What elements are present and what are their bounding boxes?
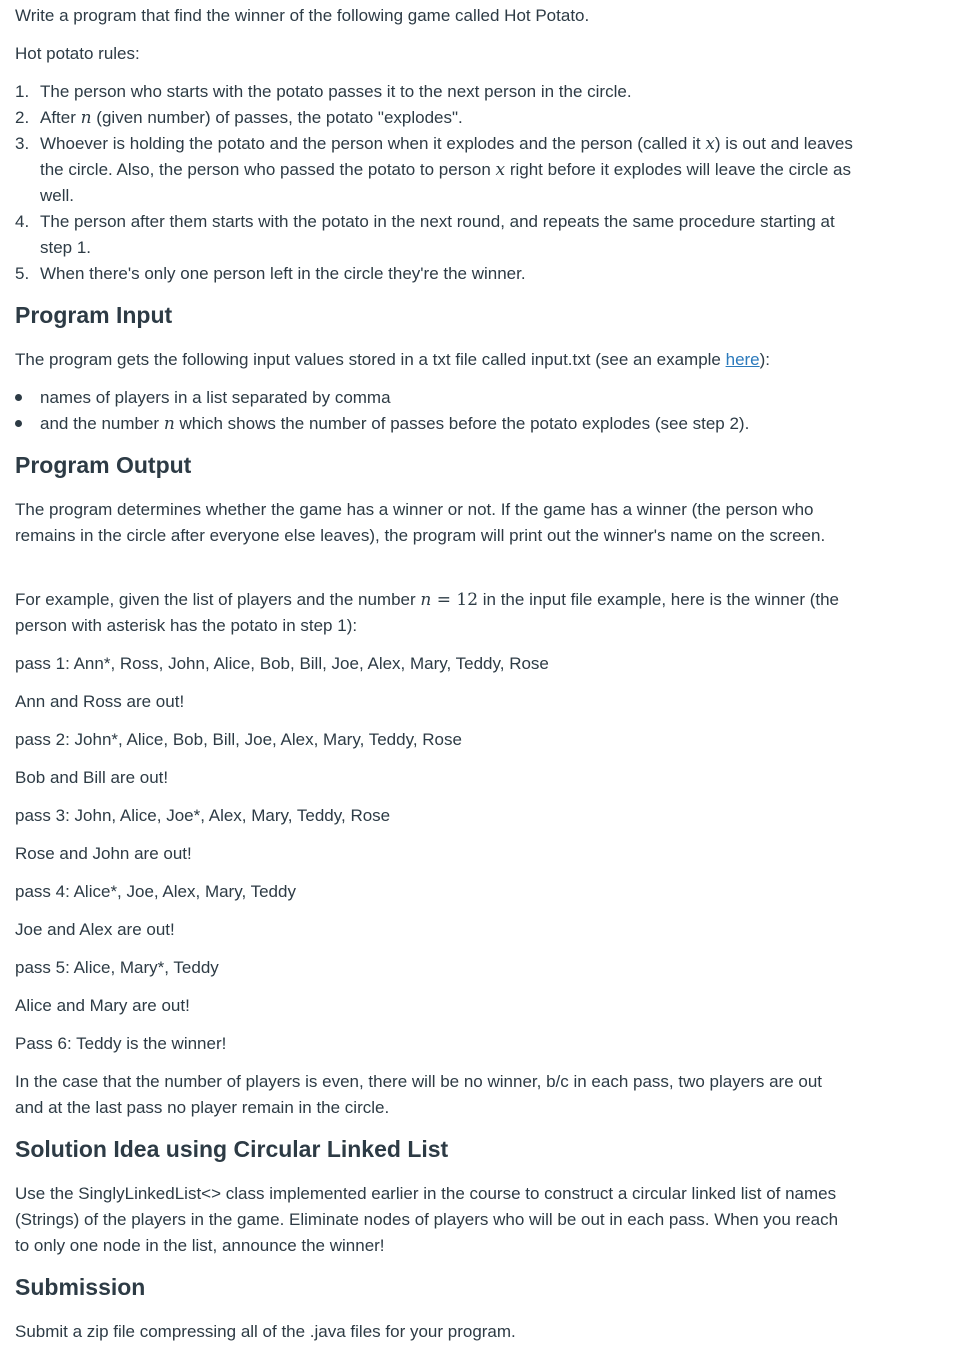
intro-text: Write a program that find the winner of the following game called Hot Potato. (15, 6, 590, 25)
bullet-icon (15, 394, 22, 401)
solution-heading: Solution Idea using Circular Linked List (15, 1136, 449, 1162)
math-equation: = 12 (431, 590, 479, 610)
rule-item: 1. The person who starts with the potato passes it to the next person in the circle. (15, 82, 632, 101)
program-output-heading: Program Output (15, 452, 192, 478)
pass-line: pass 3: John, Alice, Joe*, Alex, Mary, Teddy, Rose (15, 806, 391, 825)
output-description: The program determines whether the game has a winner or not. If the game has a winner (the person who remains in the circle after everyone else leaves), the program will print out the winner's name on the screen. (15, 500, 826, 545)
pass-line: pass 4: Alice*, Joe, Alex, Mary, Teddy (15, 882, 296, 901)
input-bullet-item: names of players in a list separated by comma (15, 385, 855, 411)
example-intro: For example, given the list of players and the number n = 12 in the input file example, here is the winner (the person with asterisk has the potato in step 1): (15, 590, 840, 635)
winner-line: Pass 6: Teddy is the winner! (15, 1034, 227, 1053)
math-variable: x (705, 134, 715, 154)
math-variable: n (80, 108, 92, 128)
pass-line: pass 5: Alice, Mary*, Teddy (15, 958, 219, 977)
rules-list (15, 79, 855, 287)
elimination-line: Alice and Mary are out! (15, 996, 190, 1015)
submission-text: Submit a zip file compressing all of the .java files for your program. (15, 1322, 516, 1341)
solution-text: Use the SinglyLinkedList<> class implemented earlier in the course to construct a circular linked list of names (Strings) of the players in the game. Eliminate nodes of players who will be out in each pass. When you reach to only one node in the list, announce the winner! (15, 1184, 839, 1255)
rule-item: 3. Whoever is holding the potato and the person when it explodes and the person (called it x) is out and leaves the circle. Also, the person who passed the potato to person x right before it explodes will leave the circle as well. (15, 134, 853, 205)
bullet-icon (15, 420, 22, 427)
input-bullet-item: and the number n which shows the number of passes before the potato explodes (see step 2). (15, 411, 855, 437)
rule-item: 5. When there's only one person left in the circle they're the winner. (15, 264, 526, 283)
program-input-heading: Program Input (15, 302, 173, 328)
elimination-line: Ann and Ross are out! (15, 692, 185, 711)
submission-heading: Submission (15, 1274, 146, 1300)
input-bullets (15, 385, 855, 437)
elimination-line: Bob and Bill are out! (15, 768, 169, 787)
rule-item: 4. The person after them starts with the potato in the next round, and repeats the same procedure starting at step 1. (15, 212, 835, 257)
pass-line: pass 2: John*, Alice, Bob, Bill, Joe, Alex, Mary, Teddy, Rose (15, 730, 462, 749)
elimination-line: Rose and John are out! (15, 844, 192, 863)
math-variable: x (495, 160, 506, 180)
rule-item: 2. After n (given number) of passes, the potato "explodes". (15, 108, 463, 128)
elimination-line: Joe and Alex are out! (15, 920, 175, 939)
math-variable: n (420, 590, 432, 610)
rules-heading: Hot potato rules: (15, 44, 140, 63)
pass-line: pass 1: Ann*, Ross, John, Alice, Bob, Bill, Joe, Alex, Mary, Teddy, Rose (15, 654, 549, 673)
even-players-note: In the case that the number of players is even, there will be no winner, b/c in each pass, two players are out and at the last pass no player remain in the circle. (15, 1072, 823, 1117)
input-description: The program gets the following input values stored in a txt file called input.txt (see an example here): (15, 350, 771, 369)
math-variable: n (163, 414, 175, 434)
example-link[interactable]: here (725, 350, 760, 369)
